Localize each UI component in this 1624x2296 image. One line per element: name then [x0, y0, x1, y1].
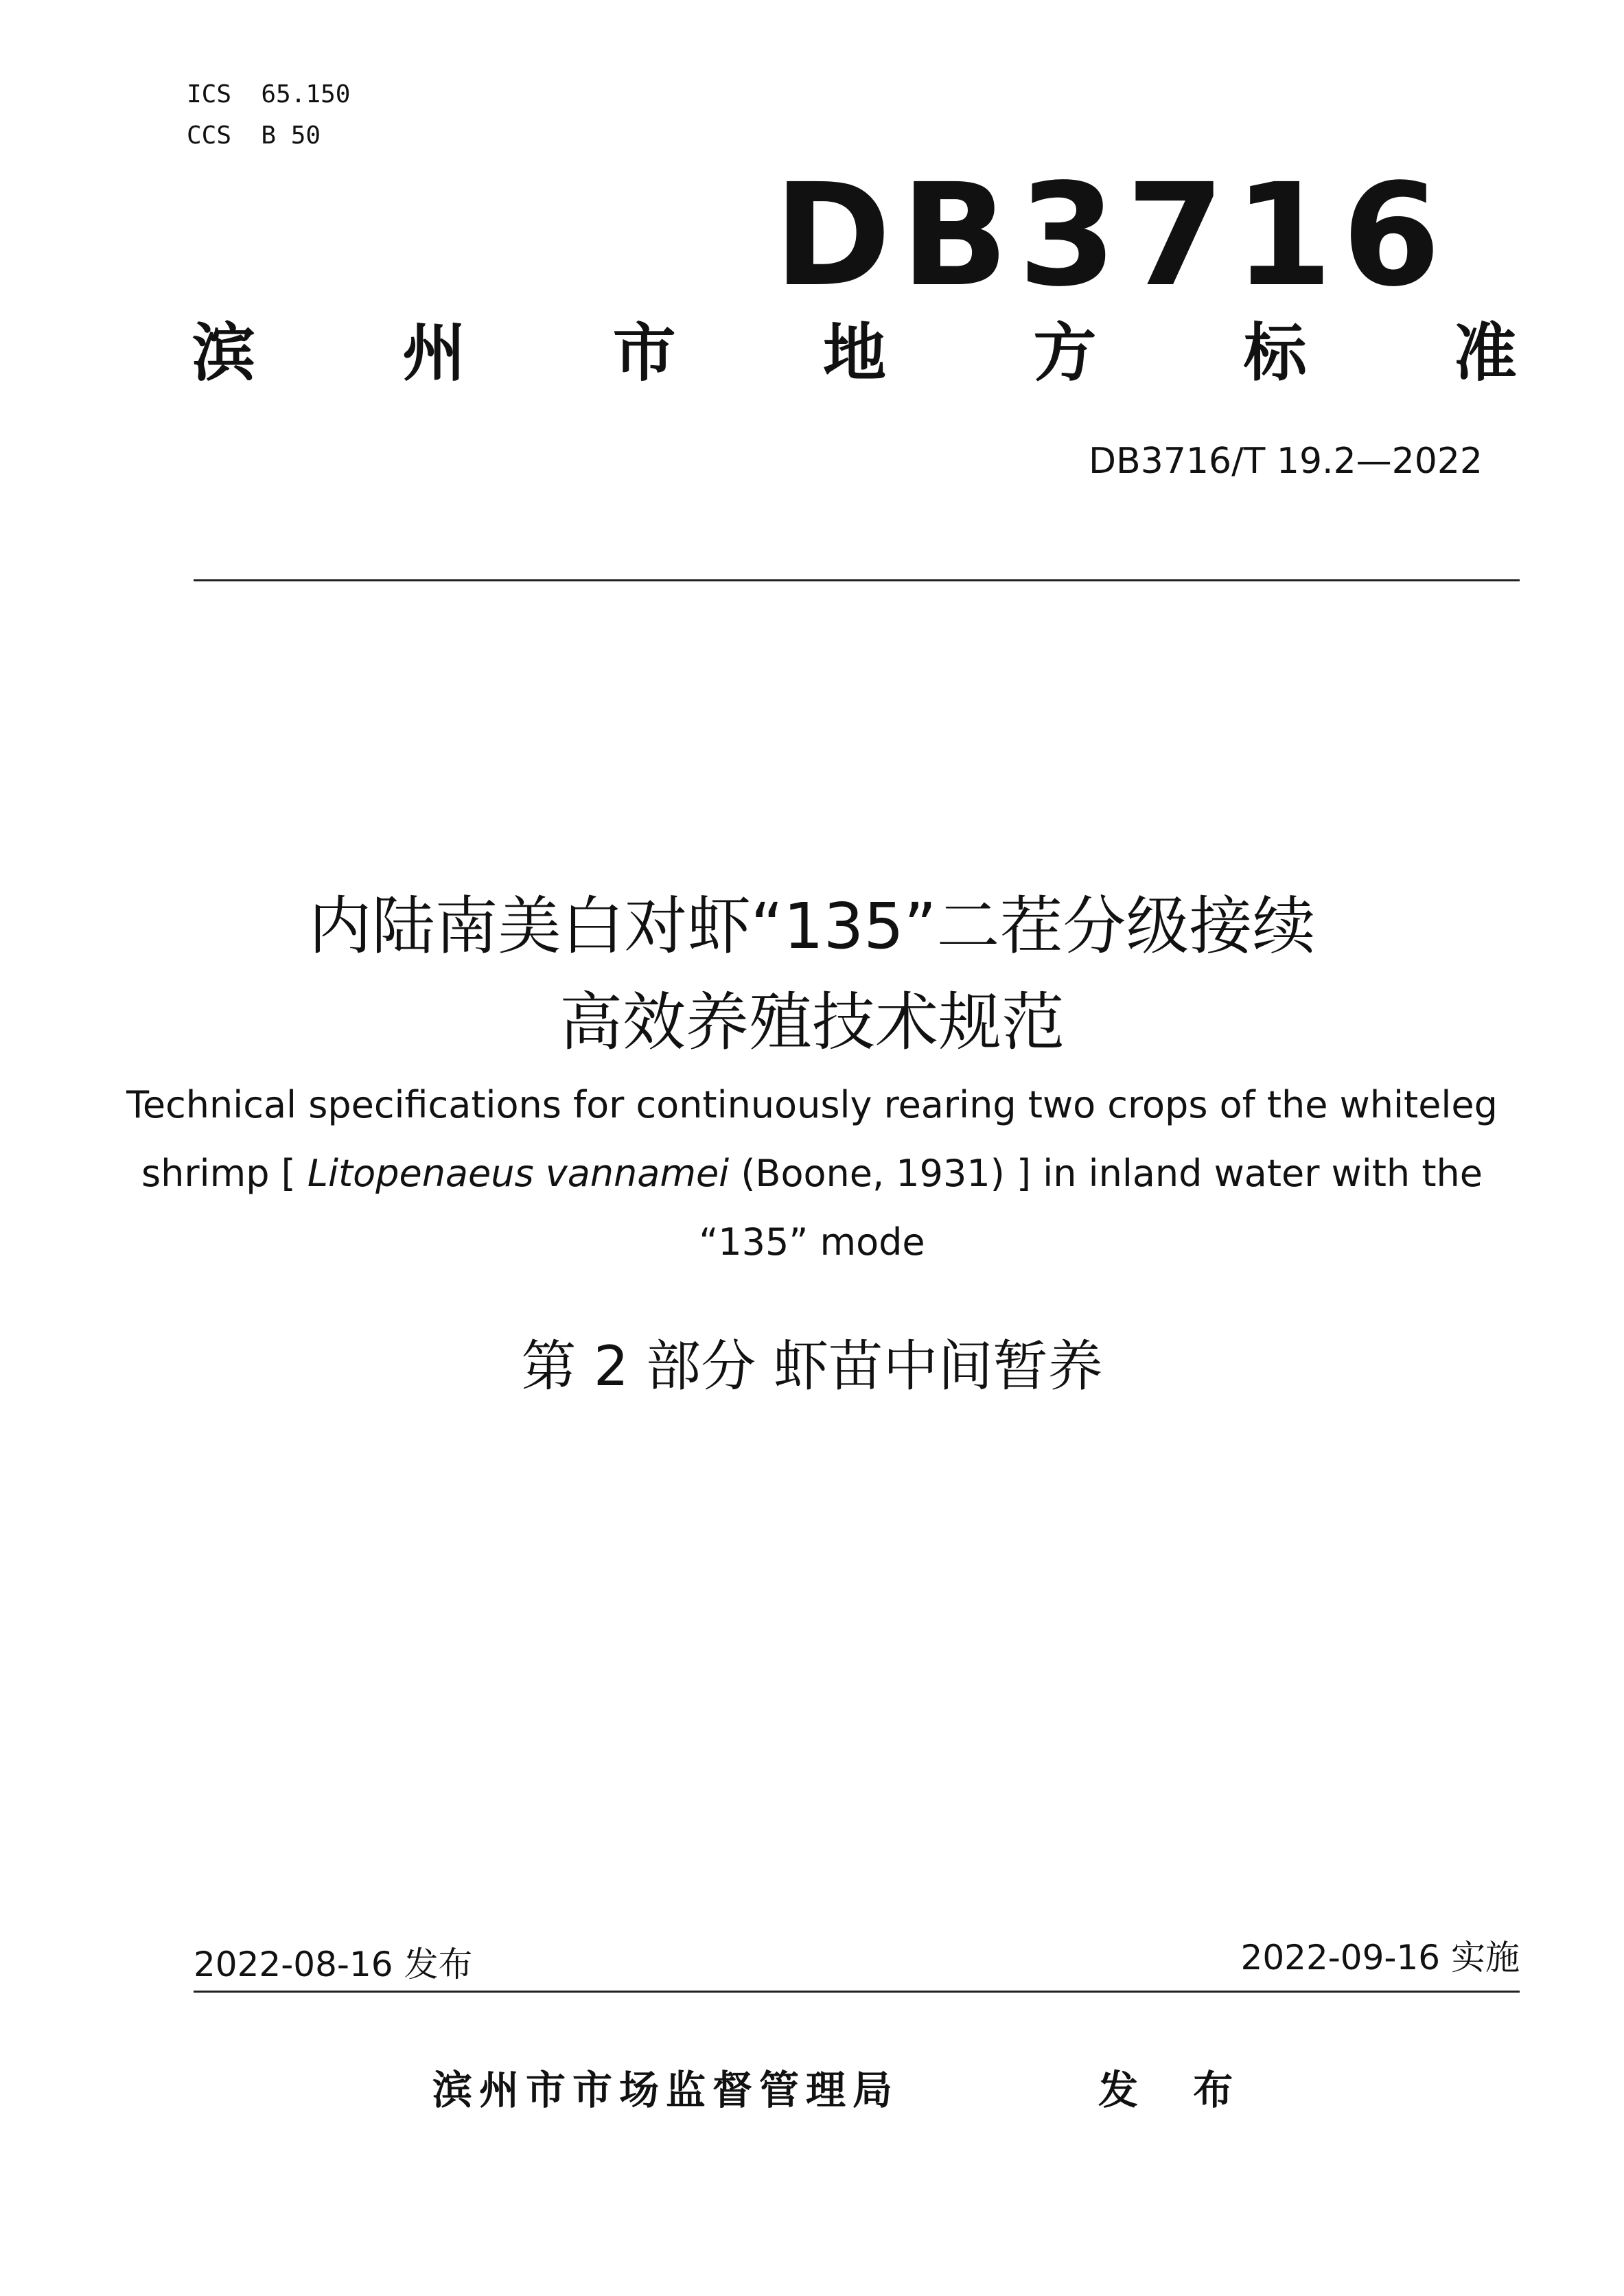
standard-type-char: 准: [1453, 316, 1517, 390]
standard-code: DB3716: [774, 153, 1450, 318]
standard-type-char: 市: [612, 316, 676, 390]
footer-divider: [194, 1991, 1520, 1993]
ccs-code: CCS B 50: [187, 121, 321, 150]
species-name: Litopenaeus vannamei: [307, 1152, 730, 1195]
standard-type-char: 地: [822, 316, 886, 390]
standard-type: [192, 316, 1517, 391]
standard-type-char: 滨: [192, 316, 256, 390]
english-title-line-3: “135” mode: [699, 1220, 925, 1264]
standard-type-char: 州: [402, 316, 466, 390]
header-divider: [194, 579, 1520, 581]
publish-date: 2022-08-16 发布: [194, 1945, 473, 1984]
issue-label: 发 布: [1098, 2067, 1254, 2113]
part-title: 第 2 部分 虾苗中间暂养: [521, 1334, 1103, 1398]
implement-date: 2022-09-16 实施: [1240, 1938, 1520, 1978]
issuing-authority: 滨州市市场监督管理局: [432, 2067, 900, 2113]
english-title-prefix: shrimp [: [141, 1152, 308, 1195]
standard-number: DB3716/T 19.2—2022: [1089, 441, 1483, 482]
chinese-title-line-2: 高效养殖技术规范: [559, 986, 1065, 1059]
standard-type-char: 标: [1243, 316, 1307, 390]
chinese-title-line-1: 内陆南美白对虾“135”二茬分级接续: [308, 890, 1316, 963]
english-title-suffix: (Boone, 1931) ] in inland water with the: [729, 1152, 1483, 1195]
ics-code: ICS 65.150: [187, 80, 351, 108]
standard-type-char: 方: [1033, 316, 1097, 390]
english-title-line-2: [124, 1139, 1500, 1208]
english-title-line-1: Technical specifications for continuously rearing two crops of the whiteleg: [126, 1083, 1498, 1126]
